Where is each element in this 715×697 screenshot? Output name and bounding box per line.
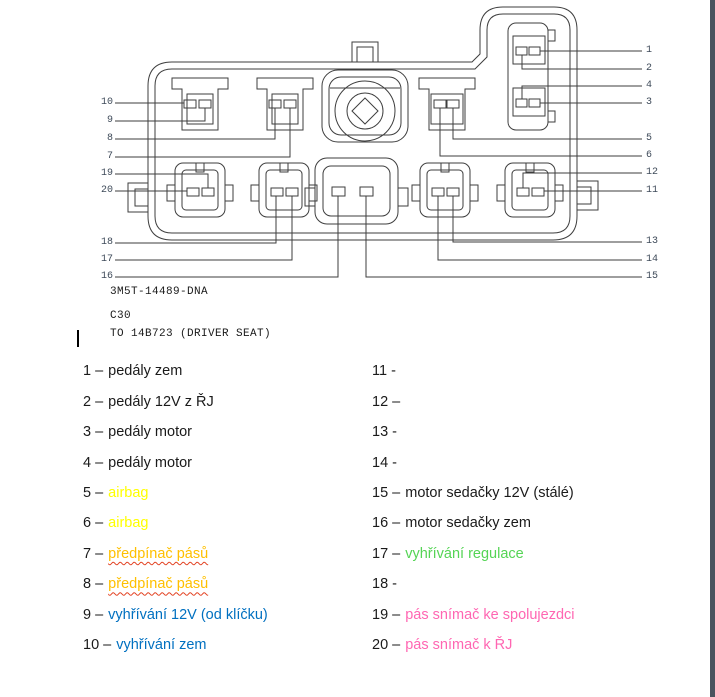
connector-pins-15-16 xyxy=(305,158,408,224)
legend-number: 19 – xyxy=(372,606,401,623)
legend-item-13[interactable] xyxy=(372,417,672,447)
legend-label: pedály 12V z ŘJ xyxy=(108,393,214,410)
legend-number: 3 – xyxy=(83,424,104,441)
connector-id[interactable]: C30 xyxy=(110,310,132,322)
legend-number: 14 - xyxy=(372,454,397,471)
connector-pins-7-8 xyxy=(257,78,313,130)
pin-slot xyxy=(284,100,296,108)
pin-callout-2: 2 xyxy=(646,63,653,74)
pin-callout-7: 7 xyxy=(106,151,113,162)
legend-item-15[interactable] xyxy=(372,478,672,508)
legend-item-5[interactable] xyxy=(83,478,383,508)
pin-callout-15: 15 xyxy=(646,271,659,282)
pin-slot xyxy=(269,100,281,108)
legend-number: 11 - xyxy=(372,363,396,380)
legend-label: pedály motor xyxy=(108,454,192,471)
pin-slot xyxy=(432,188,444,196)
pin-slot xyxy=(529,47,540,55)
pin-slot xyxy=(271,188,283,196)
legend-number: 7 – xyxy=(83,545,104,562)
legend-label: pás snímač ke spolujezdci xyxy=(405,606,575,623)
legend-number: 15 – xyxy=(372,484,401,501)
legend-label-misspelled: předpínač pásů xyxy=(108,576,209,593)
legend-label: vyhřívání 12V (od klíčku) xyxy=(108,606,268,623)
legend-label: vyhřívání zem xyxy=(116,637,207,654)
legend-number: 18 - xyxy=(372,576,397,593)
legend-item-14[interactable] xyxy=(372,447,672,477)
legend-item-9[interactable] xyxy=(83,600,383,630)
connector-pins-9-10 xyxy=(172,78,228,130)
legend-number: 20 – xyxy=(372,637,401,654)
legend-item-19[interactable] xyxy=(372,600,672,630)
connector-pins-5-6 xyxy=(419,78,475,130)
pin-slot xyxy=(199,100,211,108)
legend-item-16[interactable] xyxy=(372,508,672,538)
pin-callout-11: 11 xyxy=(646,185,659,196)
pin-callout-17: 17 xyxy=(100,254,113,265)
legend-number: 10 – xyxy=(83,637,112,654)
pin-callout-16: 16 xyxy=(100,271,113,282)
page-edge xyxy=(710,0,715,697)
legend-left-column xyxy=(83,356,383,660)
legend-number: 13 - xyxy=(372,424,397,441)
pin-slot xyxy=(202,188,214,196)
raised-pod-connectors-1-4 xyxy=(508,23,555,130)
legend-number: 2 – xyxy=(83,393,104,410)
pin-callout-18: 18 xyxy=(100,237,113,248)
pin-slot xyxy=(332,187,345,196)
pin-callout-1: 1 xyxy=(646,45,653,56)
pin-slot xyxy=(532,188,544,196)
center-bolt-pod xyxy=(322,70,408,142)
legend-label: airbag xyxy=(108,515,149,532)
legend-number: 8 – xyxy=(83,576,104,593)
pin-callout-8: 8 xyxy=(106,133,113,144)
pin-slot xyxy=(517,188,529,196)
legend-label: vyhřívání regulace xyxy=(405,545,524,562)
pin-slot xyxy=(434,100,446,108)
legend-item-18[interactable] xyxy=(372,569,672,599)
legend-label: pedály motor xyxy=(108,424,192,441)
legend-number: 6 – xyxy=(83,515,104,532)
legend-item-2[interactable] xyxy=(83,386,383,416)
part-number[interactable]: 3M5T-14489-DNA xyxy=(110,286,209,298)
pin-callout-14: 14 xyxy=(646,254,659,265)
pin-callout-4: 4 xyxy=(646,80,653,91)
legend-item-11[interactable] xyxy=(372,356,672,386)
pin-slot xyxy=(286,188,298,196)
pin-callout-20: 20 xyxy=(100,185,113,196)
pin-callout-3: 3 xyxy=(646,97,653,108)
pin-callout-19: 19 xyxy=(100,168,113,179)
legend-label: pás snímač k ŘJ xyxy=(405,637,513,654)
pin-slot xyxy=(447,100,459,108)
legend-label: airbag xyxy=(108,484,149,501)
pin-callout-13: 13 xyxy=(646,236,659,247)
leader-lines xyxy=(115,51,642,277)
connector-pins-13-14 xyxy=(412,163,478,217)
legend-number: 1 – xyxy=(83,363,104,380)
legend-item-6[interactable] xyxy=(83,508,383,538)
pin-slot xyxy=(447,188,459,196)
connector-pins-19-20 xyxy=(167,163,233,217)
legend-number: 12 – xyxy=(372,393,401,410)
pin-slot xyxy=(529,99,540,107)
connector-pins-11-12 xyxy=(497,163,563,217)
pin-slot xyxy=(184,100,196,108)
pin-slot xyxy=(516,47,527,55)
legend-item-1[interactable] xyxy=(83,356,383,386)
legend-item-8[interactable] xyxy=(83,569,383,599)
legend-number: 16 – xyxy=(372,515,401,532)
legend-number: 4 – xyxy=(83,454,104,471)
legend-label: pedály zem xyxy=(108,363,183,380)
pin-callout-10: 10 xyxy=(100,97,113,108)
legend-label-misspelled: předpínač pásů xyxy=(108,545,209,562)
legend-item-20[interactable] xyxy=(372,630,672,660)
pin-callout-5: 5 xyxy=(646,133,653,144)
legend-number: 9 – xyxy=(83,606,104,623)
legend-label: motor sedačky zem xyxy=(405,515,531,532)
pin-slot xyxy=(187,188,199,196)
legend-number: 17 – xyxy=(372,545,401,562)
pin-slot xyxy=(516,99,527,107)
text-cursor xyxy=(77,330,79,347)
legend-number: 5 – xyxy=(83,484,104,501)
legend-item-10[interactable] xyxy=(83,630,383,660)
pin-callout-6: 6 xyxy=(646,150,653,161)
legend-item-12[interactable] xyxy=(372,386,672,416)
pin-slot xyxy=(360,187,373,196)
legend-right-column xyxy=(372,356,672,660)
legend-item-7[interactable] xyxy=(83,539,383,569)
legend-item-17[interactable] xyxy=(372,539,672,569)
legend-item-3[interactable] xyxy=(83,417,383,447)
legend-label: motor sedačky 12V (stálé) xyxy=(405,484,574,501)
legend-item-4[interactable] xyxy=(83,447,383,477)
connector-pins-17-18 xyxy=(251,163,317,217)
pin-callout-9: 9 xyxy=(106,115,113,126)
pin-callout-12: 12 xyxy=(646,167,659,178)
destination-line[interactable]: TO 14B723 (DRIVER SEAT) xyxy=(110,328,272,340)
